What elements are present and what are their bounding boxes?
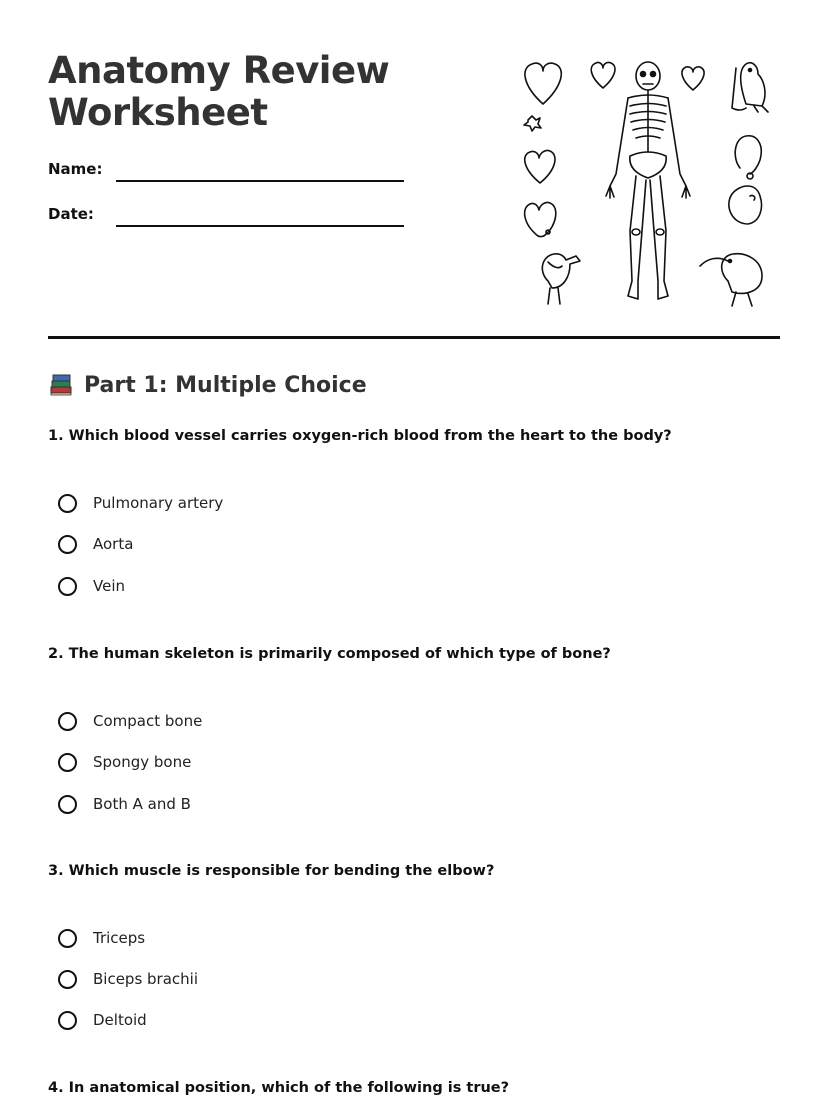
heart-icon: [525, 150, 555, 183]
option-label: Deltoid: [93, 1011, 147, 1029]
question-4: 4. In anatomical position, which of the following is true?: [48, 1080, 510, 1096]
question-3-option-2[interactable]: [58, 966, 198, 992]
radio-button[interactable]: [58, 929, 77, 948]
question-1-option-2[interactable]: [58, 531, 133, 557]
option-label: Pulmonary artery: [93, 494, 224, 512]
heart-icon: [682, 67, 704, 90]
part1-heading-text: Part 1: Multiple Choice: [84, 372, 367, 398]
radio-button[interactable]: [58, 712, 77, 731]
heart-icon: [525, 63, 561, 104]
option-label: Biceps brachii: [93, 970, 199, 988]
option-label: Compact bone: [93, 712, 203, 730]
radio-button[interactable]: [58, 535, 77, 554]
stethoscope-icon: [735, 136, 761, 179]
option-label: Spongy bone: [93, 753, 192, 771]
name-input-line[interactable]: [116, 180, 404, 182]
skeleton-icon: [606, 62, 690, 299]
radio-button[interactable]: [58, 795, 77, 814]
question-3: 3. Which muscle is responsible for bending the elbow?: [48, 863, 495, 879]
heart-icon: [591, 62, 615, 88]
question-2-option-1[interactable]: [58, 708, 202, 734]
name-label: Name:: [48, 160, 103, 178]
anatomy-illustration: [518, 56, 783, 311]
radio-button[interactable]: [58, 970, 77, 989]
stethoscope-icon: [729, 186, 762, 224]
dodo-bird-icon: [542, 254, 580, 304]
kiwi-bird-icon: [700, 254, 762, 306]
stethoscope-icon: [525, 202, 556, 236]
name-field: [48, 160, 408, 190]
option-label: Both A and B: [93, 795, 191, 813]
section-divider: [48, 336, 780, 339]
part1-heading: [48, 372, 367, 398]
question-2-option-3[interactable]: [58, 791, 191, 817]
penguin-icon: [732, 63, 768, 112]
question-1: 1. Which blood vessel carries oxygen-rich blood from the heart to the body?: [48, 428, 672, 444]
radio-button[interactable]: [58, 577, 77, 596]
question-2: 2. The human skeleton is primarily composed of which type of bone?: [48, 646, 611, 662]
date-input-line[interactable]: [116, 225, 404, 227]
question-2-option-2[interactable]: [58, 749, 191, 775]
radio-button[interactable]: [58, 753, 77, 772]
question-3-option-1[interactable]: [58, 925, 145, 951]
date-field: [48, 205, 408, 235]
question-3-option-3[interactable]: [58, 1007, 147, 1033]
books-icon: [48, 372, 74, 398]
worksheet-page: [48, 0, 780, 1118]
question-1-option-1[interactable]: [58, 490, 223, 516]
radio-button[interactable]: [58, 494, 77, 513]
question-1-option-3[interactable]: [58, 573, 125, 599]
page-title: Anatomy Review Worksheet: [48, 49, 390, 134]
radio-button[interactable]: [58, 1011, 77, 1030]
option-label: Triceps: [93, 929, 146, 947]
option-label: Vein: [93, 577, 125, 595]
date-label: Date:: [48, 205, 94, 223]
option-label: Aorta: [93, 535, 134, 553]
sparkle-icon: [524, 116, 541, 131]
